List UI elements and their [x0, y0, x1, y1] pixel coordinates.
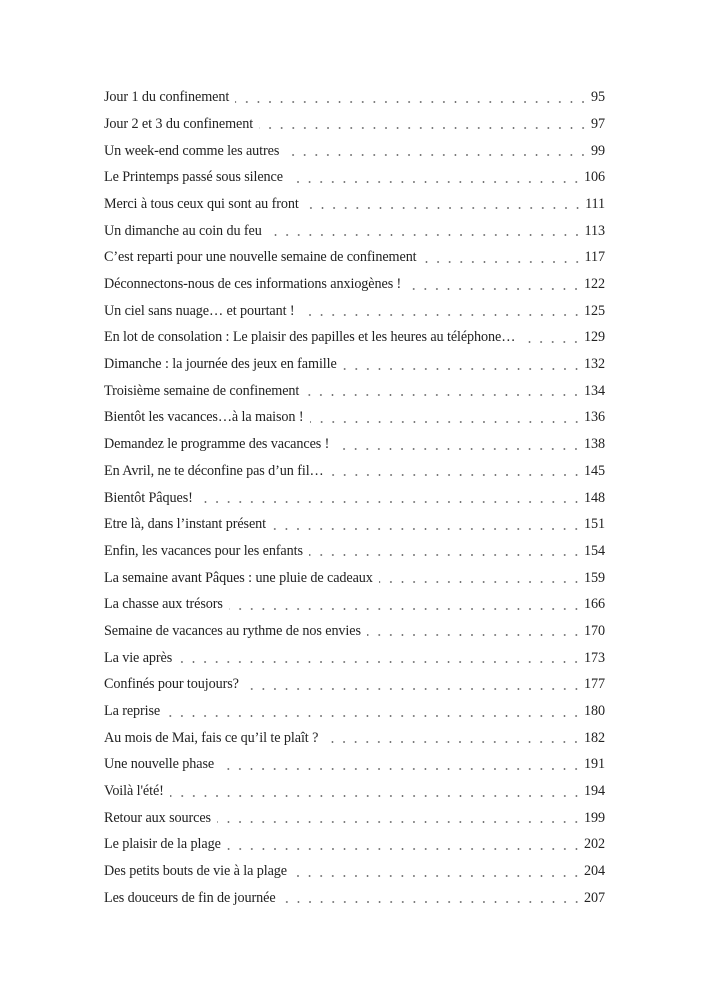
toc-page-number: 151: [584, 516, 605, 533]
toc-page-number: 170: [584, 622, 605, 639]
toc-page-number: 154: [584, 542, 605, 559]
toc-page-number: 132: [584, 356, 605, 373]
toc-dot-leader: [178, 661, 582, 663]
toc-page-number: 159: [584, 569, 605, 586]
toc-entry[interactable]: [104, 671, 605, 698]
toc-dot-leader: [335, 448, 582, 450]
toc-entry-title: Enfin, les vacances pour les enfants: [104, 542, 303, 559]
toc-dot-leader: [324, 741, 582, 743]
toc-dot-leader: [235, 101, 589, 103]
toc-entry[interactable]: [104, 217, 605, 244]
toc-entry-title: Jour 2 et 3 du confinement: [104, 115, 254, 132]
toc-page-number: 117: [584, 249, 605, 266]
toc-entry[interactable]: [104, 538, 605, 565]
toc-entry-title: Voilà l'été!: [104, 783, 164, 800]
toc-entry[interactable]: [104, 111, 605, 138]
toc-entry[interactable]: [104, 378, 605, 405]
toc-entry-title: Jour 1 du confinement: [104, 89, 230, 106]
toc-page-number: 204: [584, 863, 605, 880]
toc-entry[interactable]: [104, 831, 605, 858]
toc-entry-title: Un dimanche au coin du feu: [104, 222, 262, 239]
toc-entry[interactable]: [104, 137, 605, 164]
toc-entry-title: Les douceurs de fin de journée: [104, 889, 276, 906]
toc-page-number: 182: [584, 729, 605, 746]
toc-entry[interactable]: [104, 644, 605, 671]
toc-page-number: 129: [584, 329, 605, 346]
toc-page-number: 95: [591, 89, 605, 106]
toc-entry[interactable]: [104, 564, 605, 591]
toc-page-number: 113: [584, 222, 605, 239]
toc-entry-title: Un ciel sans nuage… et pourtant !: [104, 302, 295, 319]
toc-dot-leader: [166, 715, 582, 717]
toc-entry[interactable]: [104, 351, 605, 378]
toc-dot-leader: [309, 554, 582, 556]
toc-page-number: 194: [584, 783, 605, 800]
toc-entry-title: Dimanche : la journée des jeux en famille: [104, 356, 337, 373]
toc-entry[interactable]: [104, 511, 605, 538]
toc-dot-leader: [268, 234, 583, 236]
toc-entry-title: La chasse aux trésors: [104, 596, 223, 613]
toc-dot-leader: [301, 314, 582, 316]
toc-entry[interactable]: [104, 805, 605, 832]
toc-entry[interactable]: [104, 618, 605, 645]
toc-page-number: 134: [584, 382, 605, 399]
toc-page-number: 111: [585, 195, 605, 212]
toc-entry[interactable]: [104, 271, 605, 298]
toc-entry[interactable]: [104, 431, 605, 458]
toc-entry[interactable]: [104, 778, 605, 805]
toc-entry-title: Au mois de Mai, fais ce qu’il te plaît ?: [104, 729, 319, 746]
toc-entry-title: La vie après: [104, 649, 173, 666]
toc-page-number: 166: [584, 596, 605, 613]
toc-entry-title: Troisième semaine de confinement: [104, 382, 300, 399]
toc-entry[interactable]: [104, 324, 605, 351]
toc-entry-title: Une nouvelle phase: [104, 756, 215, 773]
toc-entry-title: La reprise: [104, 703, 161, 720]
toc-page-number: 199: [584, 809, 605, 826]
toc-entry-title: Un week-end comme les autres: [104, 142, 280, 159]
toc-dot-leader: [343, 368, 582, 370]
toc-entry-title: Bientôt les vacances…à la maison !: [104, 409, 304, 426]
toc-entry[interactable]: [104, 858, 605, 885]
toc-page-number: 99: [591, 142, 605, 159]
toc-page-number: 106: [584, 169, 605, 186]
toc-page-number: 191: [584, 756, 605, 773]
toc-entry[interactable]: [104, 84, 605, 111]
toc-dot-leader: [330, 474, 582, 476]
toc-dot-leader: [305, 207, 583, 209]
toc-dot-leader: [272, 528, 582, 530]
toc-page-number: 173: [584, 649, 605, 666]
toc-entry[interactable]: [104, 591, 605, 618]
toc-dot-leader: [285, 154, 589, 156]
toc-page-number: 207: [584, 889, 605, 906]
toc-entry[interactable]: [104, 751, 605, 778]
toc-dot-leader: [259, 127, 589, 129]
toc-entry[interactable]: [104, 725, 605, 752]
toc-dot-leader: [293, 875, 582, 877]
toc-page-number: 148: [584, 489, 605, 506]
toc-dot-leader: [367, 634, 582, 636]
table-of-contents: [104, 84, 605, 911]
toc-entry-title: Bientôt Pâques!: [104, 489, 193, 506]
toc-entry[interactable]: [104, 484, 605, 511]
toc-dot-leader: [245, 688, 582, 690]
toc-page-number: 177: [584, 676, 605, 693]
toc-dot-leader: [379, 581, 582, 583]
toc-entry[interactable]: [104, 191, 605, 218]
toc-entry[interactable]: [104, 164, 605, 191]
toc-dot-leader: [289, 181, 582, 183]
toc-page-number: 125: [584, 302, 605, 319]
toc-entry-title: Merci à tous ceux qui sont au front: [104, 195, 299, 212]
toc-page-number: 202: [584, 836, 605, 853]
toc-dot-leader: [199, 501, 582, 503]
toc-entry-title: Déconnectons-nous de ces informations anxiogènes !: [104, 276, 402, 293]
toc-page-number: 122: [584, 276, 605, 293]
toc-entry[interactable]: [104, 404, 605, 431]
toc-entry-title: Confinés pour toujours?: [104, 676, 239, 693]
toc-page-number: 97: [591, 115, 605, 132]
toc-dot-leader: [217, 821, 582, 823]
toc-entry[interactable]: [104, 244, 605, 271]
toc-entry-title: Semaine de vacances au rythme de nos envies: [104, 622, 361, 639]
toc-dot-leader: [220, 768, 582, 770]
toc-entry-title: Demandez le programme des vacances !: [104, 436, 330, 453]
toc-entry-title: Retour aux sources: [104, 809, 211, 826]
toc-entry-title: Le Printemps passé sous silence: [104, 169, 283, 186]
toc-page-number: 145: [584, 462, 605, 479]
toc-entry-title: La semaine avant Pâques : une pluie de cadeaux: [104, 569, 373, 586]
toc-entry[interactable]: [104, 698, 605, 725]
toc-dot-leader: [229, 608, 582, 610]
toc-dot-leader: [170, 795, 582, 797]
toc-page-number: 138: [584, 436, 605, 453]
toc-entry[interactable]: [104, 885, 605, 912]
toc-dot-leader: [282, 901, 582, 903]
toc-dot-leader: [227, 848, 582, 850]
toc-entry-title: Des petits bouts de vie à la plage: [104, 863, 287, 880]
toc-dot-leader: [407, 288, 582, 290]
toc-dot-leader: [521, 341, 582, 343]
toc-entry-title: C’est reparti pour une nouvelle semaine de confinement: [104, 249, 417, 266]
toc-page-number: 136: [584, 409, 605, 426]
toc-entry[interactable]: [104, 298, 605, 325]
toc-dot-leader: [423, 261, 583, 263]
toc-entry-title: Etre là, dans l’instant présent: [104, 516, 266, 533]
toc-entry[interactable]: [104, 458, 605, 485]
toc-page-number: 180: [584, 703, 605, 720]
toc-entry-title: Le plaisir de la plage: [104, 836, 221, 853]
toc-dot-leader: [305, 394, 582, 396]
toc-entry-title: En Avril, ne te déconfine pas d’un fil…: [104, 462, 324, 479]
toc-dot-leader: [310, 421, 583, 423]
toc-entry-title: En lot de consolation : Le plaisir des papilles et les heures au téléphone…: [104, 329, 516, 346]
